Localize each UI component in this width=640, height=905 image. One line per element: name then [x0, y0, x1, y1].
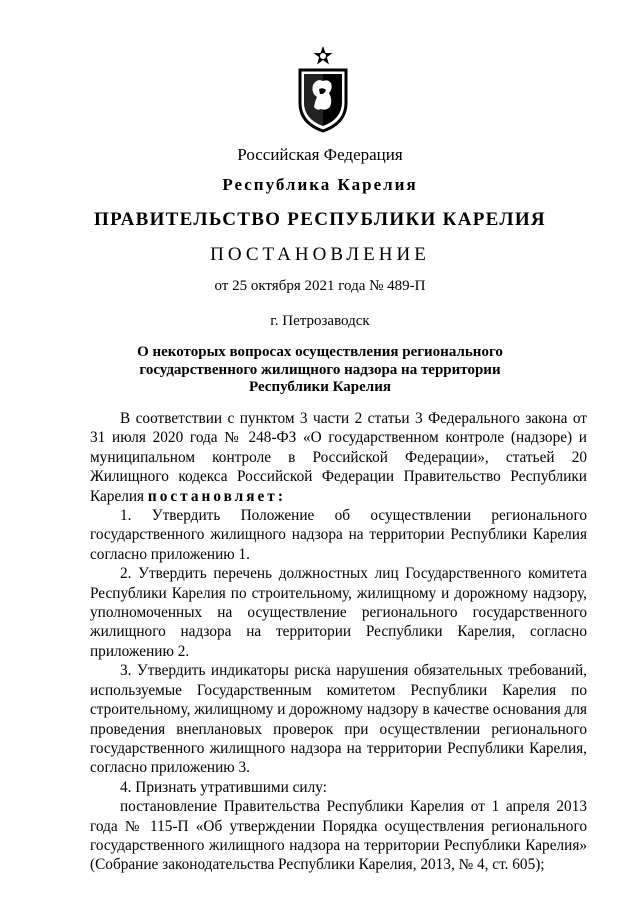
paragraph-4: 4. Признать утратившими силу:	[120, 778, 327, 796]
document-title: О некоторых вопросах осуществления регионального государственного жилищного надзора на территории Республики Карелия	[137, 344, 503, 395]
paragraph-1: 1. Утвердить Положение об осуществлении регионального государственного жилищного надзора на территории Республики Карелия согласно приложению 1.	[90, 507, 587, 563]
paragraph-5: постановление Правительства Республики Карелия от 1 апреля 2013 года № 115-П «Об утверждении Порядка осуществления регионального государственного жилищного надзора на территории Республики Карелия» (Собрание законодательства Республики Карелия, 2013, № 4, ст. 605);	[90, 798, 587, 874]
document-type: ПОСТАНОВЛЕНИЕ	[210, 244, 430, 265]
intro-text: В соответствии с пунктом 3 части 2 статьи 3 Федерального закона от 31 июля 2020 года № 248-ФЗ «О государственном контроле (надзоре) и муниципальном контроле в Российской Федерации», статьей 20 Жилищного кодекса Российской Федерации Правительство Республики Карелия	[90, 410, 587, 505]
decides-word: постановляет	[147, 487, 278, 505]
country-name: Российская Федерация	[237, 145, 403, 164]
intro-paragraph: В соответствии с пунктом 3 части 2 статьи 3 Федерального закона от 31 июля 2020 года № 248-ФЗ «О государственном контроле (надзоре) и муниципальном контроле в Российской Федерации», статьей 20 Жилищного кодекса Российской Федерации Правительство Республики Карелия постановляет:	[90, 410, 587, 505]
document-body	[90, 409, 587, 875]
paragraph-3: 3. Утвердить индикаторы риска нарушения обязательных требований, используемые Государственным комитетом Республики Карелия по строительному, жилищному и дорожному надзору в качестве основания для проведения внеплановых проверок при осуществлении регионального государственного жилищного надзора на территории Республики Карелия, согласно приложению 3.	[90, 662, 588, 777]
paragraph-2: 2. Утвердить перечень должностных лиц Государственного комитета Республики Карелия по строительному, жилищному и дорожному надзору, уполномоченных на осуществление регионального государственного жилищного надзора на территории Республики Карелия, согласно приложению 2.	[90, 565, 587, 660]
republic-name: Республика Карелия	[222, 175, 418, 194]
document-date-number: от 25 октября 2021 года № 489-П	[214, 278, 426, 294]
coat-of-arms-icon	[293, 45, 353, 135]
document-city: г. Петрозаводск	[270, 313, 370, 329]
government-name: ПРАВИТЕЛЬСТВО РЕСПУБЛИКИ КАРЕЛИЯ	[94, 209, 546, 230]
